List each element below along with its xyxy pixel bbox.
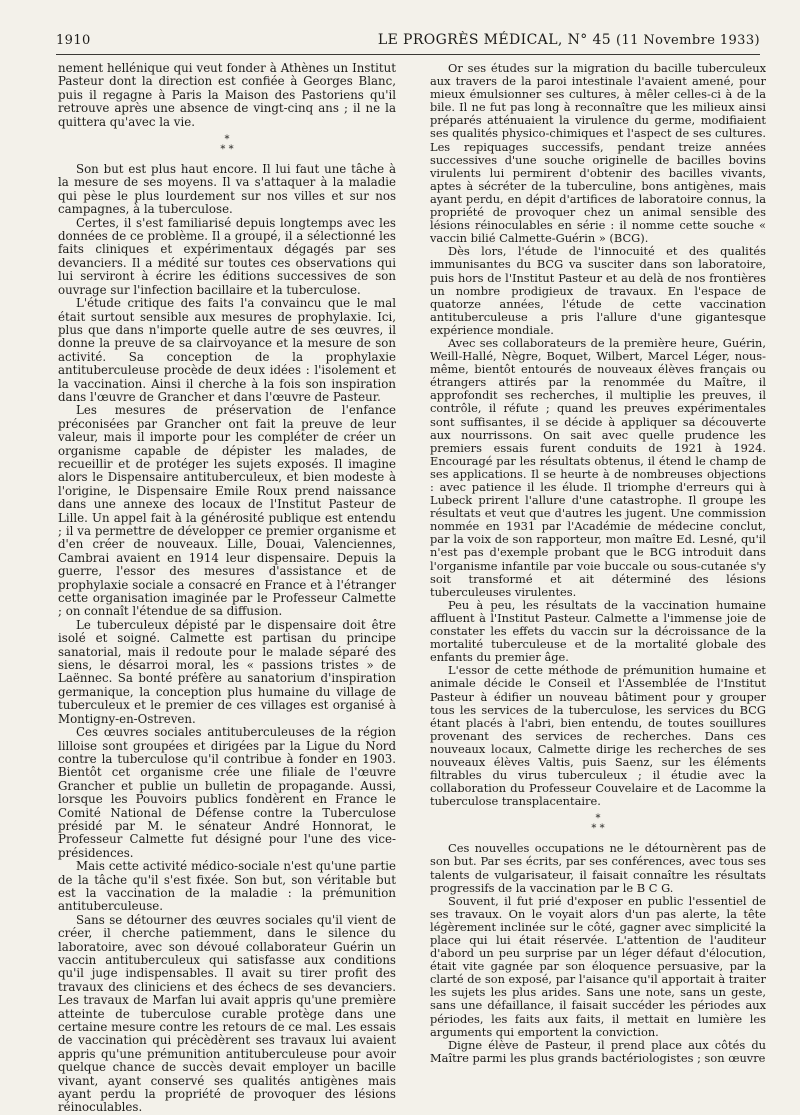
page-header: [56, 32, 760, 48]
paragraph: Les mesures de préservation de l'enfance préconisées par Grancher ont fait la preuve de leur valeur, mais il importe pour les compléter de créer un organisme capable de dépister les malades, de recueillir et de protéger les sujets exposés. Il imagine alors le Dispensaire antituberculeux, et bien modeste à l'origine, le Dispensaire Emile Roux prend naissance dans une annexe des locaux de l'Institut Pasteur de Lille. Un appel fait à la générosité publique est entendu ; il va permettre de développer ce premier organisme et d'en créer de nouveaux. Lille, Douai, Valenciennes, Cambrai avaient en 1914 leur dispensaire. Depuis la guerre, l'essor des mesures d'assistance et de prophylaxie sociale a consacré en France et à l'étranger cette organisation imaginée par le Professeur Calmette ; on connaît l'étendue de sa diffusion.: [58, 403, 396, 619]
journal-name: LE PROGRÈS MÉDICAL, N° 45: [377, 32, 612, 48]
paragraph: Le tuberculeux dépisté par le dispensaire doit être isolé et soigné. Calmette est partisan du principe sanatorial, mais il redoute pour le malade séparé des siens, le désarroi moral, les « passions tristes » de Laënnec. Sa bonté préfère au sanatorium d'inspiration germanique, la conception plus humaine du village de tuberculeux et le premier de ces villages est organisé à Montigny-en-Ostreven.: [58, 617, 396, 726]
paragraph: Ces œuvres sociales antituberculeuses de la région lilloise sont groupées et dirigées par la Ligue du Nord contre la tuberculose qu'il contribue à fonder en 1903. Bientôt cet organisme crée une filiale de l'œuvre Grancher et publie un bulletin de propagande. Aussi, lorsque les Pouvoirs publics fondèrent en France le Comité National de Défense contre la Tuberculose présidé par M. le sénateur André Honnorat, le Professeur Calmette fut désigné pour l'une des vice-présidences.: [58, 725, 396, 860]
section-asterism: [430, 814, 766, 834]
paragraph: Digne élève de Pasteur, il prend place aux côtés du Maître parmi les plus grands bactériologistes ; son œuvre: [430, 1037, 766, 1065]
paragraph: Certes, il s'est familiarisé depuis longtemps avec les données de ce problème. Il a groupé, il a sélectionné les faits cliniques et expérimentaux dégagés par ses devanciers. Il a médité sur toutes ces observations qui lui serviront à écrire les éditions successives de son ouvrage sur l'infection bacillaire et la tuberculose.: [58, 215, 396, 297]
paragraph: Son but est plus haut encore. Il lui faut une tâche à la mesure de ses moyens. Il va s'attaquer à la maladie qui pèse le plus lourdement sur nos villes et sur nos campagnes, à la tuberculose.: [58, 162, 396, 217]
paragraph: Peu à peu, les résultats de la vaccination humaine affluent à l'Institut Pasteur. Calmette a l'immense joie de constater les effets du vaccin sur la décroissance de la mortalité tuberculeuse et de la mortalité globale des enfants du premier âge.: [430, 597, 766, 665]
header-rule: [56, 54, 760, 55]
paragraph: Avec ses collaborateurs de la première heure, Guérin, Weill-Hallé, Nègre, Boquet, Wilbert, Marcel Léger, nous-même, bientôt entourés de nouveaux élèves français ou étrangers attirés par la renommée du Maître, il approfondit ses recherches, il multiplie les preuves, il contrôle, il réfute ; quand les preuves expérimentales sont suffisantes, il se décide à appliquer sa découverte aux nourrissons. On sait avec quelle prudence les premiers essais furent conduits de 1921 à 1924. Encouragé par les résultats obtenus, il étend le champ de ses applications. Il se heurte à de nombreuses objections : avec patience il les élude. Il triomphe d'erreurs qui à Lubeck prirent l'allure d'une catastrophe. Il groupe les résultats et veut que d'autres les jugent. Une commission nommée en 1931 par l'Académie de médecine conclut, par la voix de son rapporteur, mon maître Ed. Lesné, qu'il n'est pas d'exemple probant que le BCG introduit dans l'organisme infantile par voie buccale ou sous-cutanée s'y soit transformé et ait déterminé des lésions tuberculeuses virulentes.: [430, 335, 766, 599]
paragraph: Dès lors, l'étude de l'innocuité et des qualités immunisantes du BCG va susciter dans son laboratoire, puis hors de l'Institut Pasteur et au delà de nos frontières un nombre prodigieux de travaux. En l'espace de quatorze années, l'étude de cette vaccination antituberculeuse a pris l'allure d'une gigantesque expérience mondiale.: [430, 244, 766, 337]
paragraph: Sans se détourner des œuvres sociales qu'il vient de créer, il cherche patiemment, dans le silence du laboratoire, avec son dévoué collaborateur Guérin un vaccin antituberculeux qui satisfasse aux conditions qu'il juge indispensables. Il avait su tirer profit des travaux des cliniciens et des échecs de ses devanciers. Les travaux de Marfan lui avait appris qu'une première atteinte de tuberculose curable protège dans une certaine mesure contre les retours de ce mal. Les essais de vaccination qui précèdèrent ses travaux lui avaient appris qu'une prémunition antituberculeuse pour avoir quelque chance de succès devait employer un bacille vivant, ayant conservé ses qualités antigènes mais ayant perdu la propriété de provoquer des lésions réinoculables.: [58, 912, 396, 1115]
issue-date: (11 Novembre 1933): [615, 33, 760, 48]
paragraph: Souvent, il fut prié d'exposer en public l'essentiel de ses travaux. On le voyait alors d'un pas alerte, la tête légèrement inclinée sur le côté, gagner avec simplicité la place qui lui était réservée. L'attention de l'auditeur d'abord un peu surprise par un léger défaut d'élocution, était vite gagnée par son éloquence persuasive, par la clarté de son exposé, par l'aisance qu'il apportait à traiter les sujets les plus arides. Sans une note, sans un geste, sans une défaillance, il faisait succéder les périodes aux périodes, les faits aux faits, il mettait en lumière les arguments qui emportent la conviction.: [430, 893, 766, 1039]
asterism-top: *: [224, 134, 230, 146]
paragraph: Mais cette activité médico-sociale n'est qu'une partie de la tâche qu'il s'est fixée. Son but, son véritable but est la vaccination de la maladie : la prémunition antituberculeuse.: [58, 859, 396, 914]
section-asterism: [58, 135, 396, 155]
page-number: 1910: [56, 33, 91, 48]
right-column: [430, 62, 766, 1065]
paragraph: Or ses études sur la migration du bacille tuberculeux aux travers de la paroi intestinale l'avaient amené, pour mieux émulsionner ses cultures, à mêler celles-ci à de la bile. Il ne fut pas long à reconnaître que les milieux ainsi préparés atténuaient la virulence du germe, modifiaient ses qualités physico-chimiques et l'aspect de ses cultures. Les repiquages successifs, pendant treize années successives d'une souche originelle de bacilles bovins virulents lui permirent d'obtenir des bacilles vivants, aptes à sécréter de la tuberculine, bons antigènes, mais ayant perdu, en dépit d'artifices de laboratoire connus, la propriété de provoquer chez un animal sensible des lésions réinoculables en série : il nomme cette souche « vaccin bilié Calmette-Guérin » (BCG).: [430, 61, 766, 246]
asterism-bottom: * *: [220, 144, 234, 156]
asterism-bottom: * *: [591, 823, 605, 835]
paragraph: L'étude critique des faits l'a convaincu que le mal était surtout sensible aux mesures de prophylaxie. Ici, plus que dans n'importe quelle autre de ses œuvres, il donne la preuve de sa clairvoyance et la mesure de son activité. Sa conception de la prophylaxie antituberculeuse procède de deux idées : l'isolement et la vaccination. Ainsi il cherche à la fois son inspiration dans l'œuvre de Grancher et dans l'œuvre de Pasteur.: [58, 296, 396, 404]
paragraph: L'essor de cette méthode de prémunition humaine et animale décide le Conseil et l'Assemblée de l'Institut Pasteur à édifier un nouveau bâtiment pour y grouper tous les services de la tuberculose, les services du BCG étant placés à l'abri, bien entendu, de toutes souillures provenant des services de recherches. Dans ces nouveaux locaux, Calmette dirige les recherches de ses nouveaux élèves Valtis, puis Saenz, sur les éléments filtrables du virus tuberculeux ; il étudie avec la collaboration du Professeur Couvelaire et de Lacomme la tuberculose transplacentaire.: [430, 663, 766, 809]
paragraph: nement hellénique qui veut fonder à Athènes un Institut Pasteur dont la direction est confiée à Georges Blanc, puis il regagne à Paris la Maison des Pastoriens qu'il retrouve après une absence de vingt-cinq ans ; il ne la quittera qu'avec la vie.: [58, 61, 396, 129]
left-column: [58, 62, 396, 1115]
asterism-top: *: [595, 813, 601, 825]
journal-title: [378, 32, 760, 48]
paragraph: Ces nouvelles occupations ne le détournèrent pas de son but. Par ses écrits, par ses conférences, avec tous ses talents de vulgarisateur, il faisait connaître les résultats progressifs de la vaccination par le B C G.: [430, 841, 766, 895]
